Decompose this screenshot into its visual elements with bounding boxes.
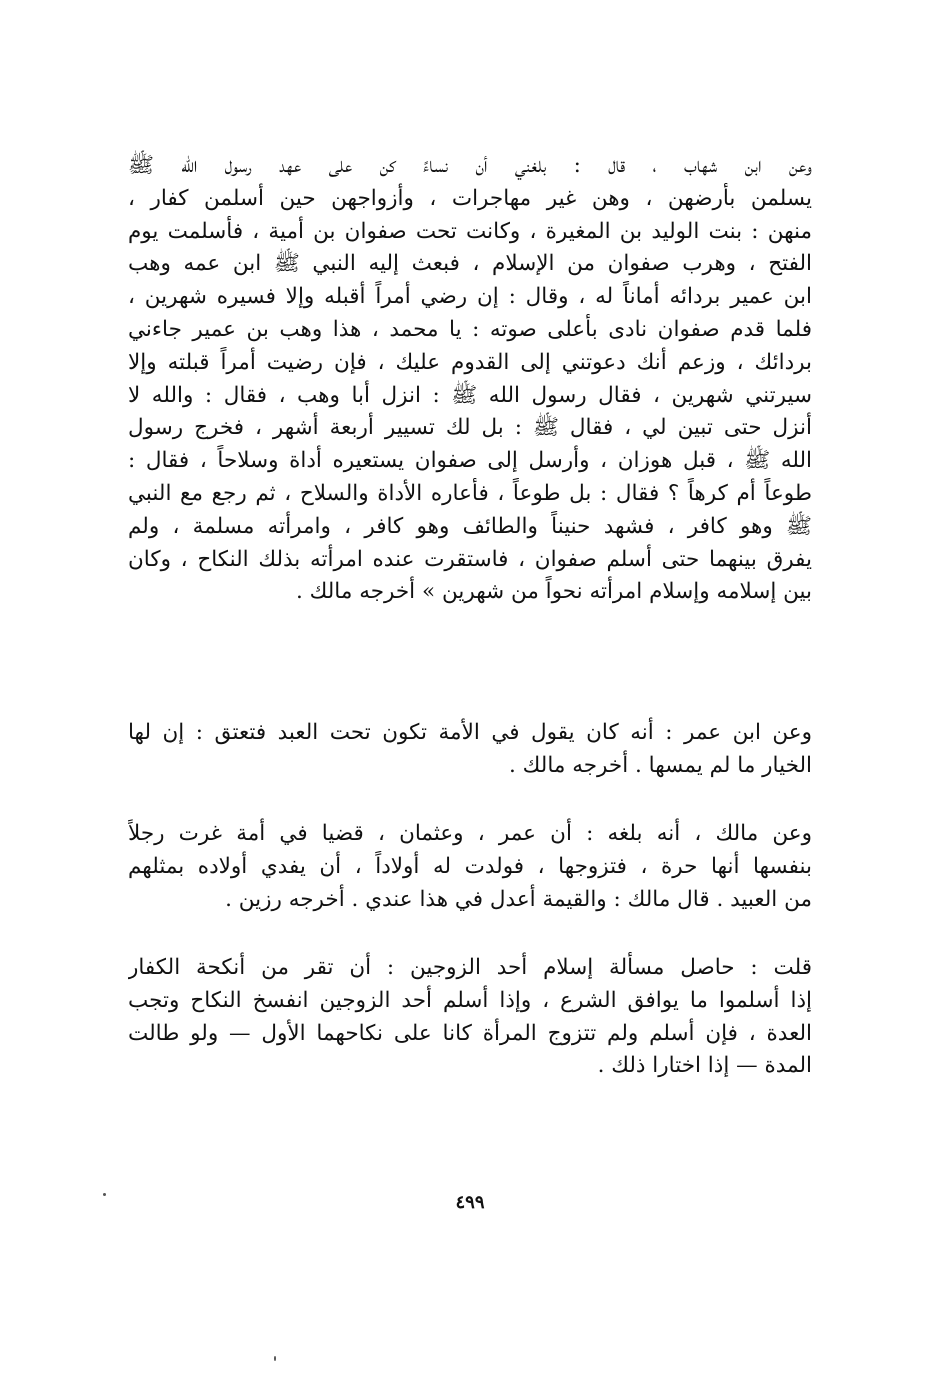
- text-line: وعن مالك ، أنه بلغه : أن عمر ، وعثمان ، قضيا في أمة غرت رجلاً: [128, 821, 812, 846]
- text-line: أنزل حتى تبين لي ، فقال ﷺ : بل لك تسيير أربعة أشهر ، فخرج رسول: [128, 415, 812, 441]
- scan-speck: [103, 1193, 106, 1196]
- text-line: المدة — إذا اختارا ذلك .: [597, 1053, 812, 1079]
- text-line: ﷺ وهو كافر ، فشهد حنيناً والطائف وهو كافر ، وامرأته مسلمة ، ولم: [128, 513, 812, 539]
- paragraph-ibn-shihab: [128, 150, 812, 609]
- text-line: الله ﷺ ، قبل هوزان ، وأرسل إلى صفوان يستعيره أداة وسلاحاً ، فقال :: [128, 448, 812, 474]
- text-line: وعن ابن شهاب ، قال : بلغني أن نساءً كن على عهد رسول الله ﷺ: [128, 153, 812, 178]
- text-line: سيرتني شهرين ، فقال رسول الله ﷺ : انزل أبا وهب ، فقال : والله لا: [128, 382, 812, 408]
- text-line: فلما قدم صفوان نادى بأعلى صوته : يا محمد ، هذا وهب بن عمير جاءني: [128, 316, 812, 342]
- paragraph-ibn-umar: [128, 717, 812, 783]
- text-line: بردائك ، وزعم أنك دعوتني إلى القدوم عليك ، فإن رضيت أمراً قبلته وإلا: [128, 349, 812, 375]
- text-line: طوعاً أم كرهاً ؟ فقال : بل طوعاً ، فأعاره الأداة والسلاح ، ثم رجع مع النبي: [128, 480, 812, 506]
- text-line: قلت : حاصل مسألة إسلام أحد الزوجين : أن تقر من أنكحة الكفار: [128, 955, 812, 980]
- page-number: ٤٩٩: [455, 1192, 485, 1213]
- scan-speck: [274, 1356, 276, 1361]
- text-line: منهن : بنت الوليد بن المغيرة ، وكانت تحت صفوان بن أمية ، فأسلمت يوم: [128, 218, 812, 244]
- text-line: الخيار ما لم يمسها . أخرجه مالك .: [509, 752, 812, 778]
- text-line: العدة ، فإن أسلم ولم تتزوج المرأة كانا على نكاحهما الأول — ولو طالت: [128, 1020, 812, 1046]
- text-line: يسلمن بأرضهن ، وهن غير مهاجرات ، وأزواجهن حين أسلمن كفار ،: [128, 185, 812, 211]
- text-line: إذا أسلموا ما يوافق الشرع ، وإذا أسلم أحد الزوجين انفسخ النكاح وتجب: [128, 987, 812, 1013]
- text-line: بنفسها أنها حرة ، فتزوجها ، فولدت له أولاداً ، أن يفدي أولاده بمثلهم: [128, 853, 812, 879]
- paragraph-summary: [128, 952, 812, 1083]
- text-line: بين إسلامه وإسلام امرأته نحواً من شهرين » أخرجه مالك .: [295, 579, 812, 605]
- text-line: الفتح ، وهرب صفوان من الإسلام ، فبعث إليه النبي ﷺ ابن عمه وهب: [128, 251, 812, 277]
- paragraph-malik: [128, 818, 812, 916]
- text-line: وعن ابن عمر : أنه كان يقول في الأمة تكون تحت العبد فتعتق : إن لها: [128, 720, 812, 745]
- text-line: ابن عمير بردائه أماناً له ، وقال : إن رضي أمراً أقبله وإلا فسيره شهرين ،: [128, 284, 812, 310]
- text-line: يفرق بينهما حتى أسلم صفوان ، فاستقرت عنده امرأته بذلك النكاح ، وكان: [128, 546, 812, 572]
- text-line: من العبيد . قال مالك : والقيمة أعدل في هذا عندي . أخرجه رزين .: [225, 886, 812, 912]
